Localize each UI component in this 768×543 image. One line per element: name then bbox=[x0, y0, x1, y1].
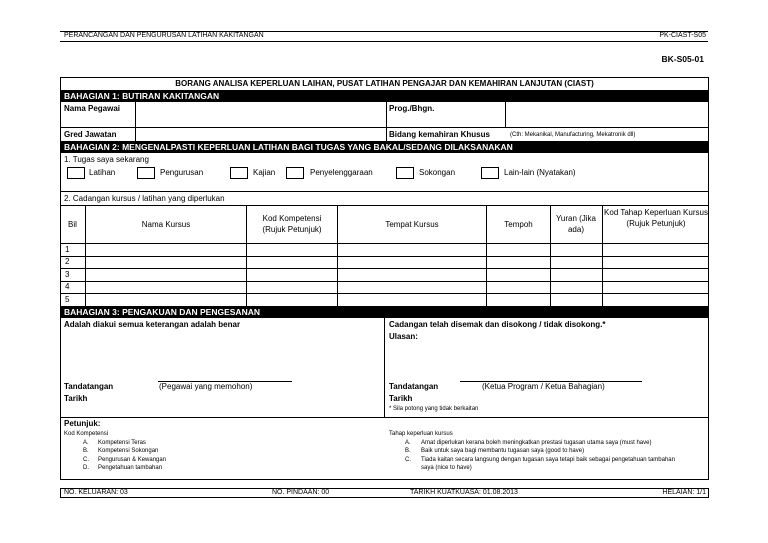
label-nama-pegawai: Nama Pegawai bbox=[64, 104, 121, 113]
checkbox-penyelenggaraan[interactable] bbox=[286, 167, 304, 179]
footer-tarikh: TARIKH KUATKUASA: 01.08.2013 bbox=[410, 489, 518, 496]
ulasan-field[interactable] bbox=[389, 343, 707, 377]
kod-text: Pengetahuan tambahan bbox=[98, 465, 163, 471]
s2-divider bbox=[60, 191, 709, 192]
col-tempoh: Tempoh bbox=[504, 220, 533, 229]
label-bidang: Bidang kemahiran Khusus bbox=[389, 130, 490, 139]
checkbox-lain-lain[interactable] bbox=[481, 167, 499, 179]
col-nama-kursus: Nama Kursus bbox=[141, 220, 191, 229]
col-kod-tahap: Kod Tahap Keperluan Kursus (Rujuk Petunjuk) bbox=[604, 208, 708, 228]
tahap-code: A. bbox=[405, 440, 411, 446]
prog-bhgn-field[interactable] bbox=[507, 103, 707, 126]
table-row-rule bbox=[60, 281, 709, 282]
tahap-code: C. bbox=[405, 457, 411, 463]
col-yuran: Yuran (Jika ada) bbox=[555, 214, 597, 234]
doc-code: PK-CIAST-S05 bbox=[659, 32, 706, 39]
checkbox-sokongan[interactable] bbox=[396, 167, 414, 179]
left-statement: Adalah diakui semua keterangan adalah benar bbox=[64, 320, 241, 329]
table-row-rule bbox=[60, 268, 709, 269]
petunjuk-rule bbox=[60, 417, 709, 418]
right-statement: Cadangan telah disemak dan disokong / tidak disokong.* bbox=[389, 320, 606, 329]
table-header-rule bbox=[60, 243, 709, 244]
s3-divider bbox=[384, 318, 385, 417]
kod-code: B. bbox=[83, 448, 89, 454]
row-number: 4 bbox=[65, 282, 70, 291]
org-title: PERANCANGAN DAN PENGURUSAN LATIHAN KAKITANGAN bbox=[64, 32, 264, 39]
kod-code: C. bbox=[83, 457, 89, 463]
footer-helaian: HELAIAN: 1/1 bbox=[662, 489, 706, 496]
table-col bbox=[602, 205, 603, 306]
tahap-text: saya (nice to have) bbox=[421, 465, 472, 471]
left-sign-label: Tandatangan bbox=[64, 382, 114, 391]
table-row-rule bbox=[60, 293, 709, 294]
table-top bbox=[60, 205, 709, 206]
checkbox-latihan[interactable] bbox=[67, 167, 85, 179]
footer-frame bbox=[60, 488, 709, 498]
option-latihan: Latihan bbox=[89, 168, 116, 177]
tahap-text: Baik untuk saya bagi membantu tugasan saya (good to have) bbox=[421, 448, 585, 454]
q2-label: 2. Cadangan kursus / latihan yang diperlukan bbox=[64, 194, 225, 203]
label-gred-jawatan: Gred Jawatan bbox=[64, 130, 117, 139]
row-number: 1 bbox=[65, 245, 70, 254]
left-date-label: Tarikh bbox=[64, 394, 88, 403]
ulasan-label: Ulasan: bbox=[389, 332, 418, 341]
label-prog-bhgn: Prog./Bhgn. bbox=[389, 104, 435, 113]
row-number: 3 bbox=[65, 270, 70, 279]
s1-col2 bbox=[386, 102, 387, 141]
col-tempat: Tempat Kursus bbox=[385, 220, 439, 229]
option-lain-lain: Lain-lain (Nyatakan) bbox=[504, 168, 576, 177]
tahap-text: Tiada kaitan secara langsung dengan tugasan saya tetapi baik sebagai pengetahuan tambahan bbox=[421, 457, 675, 463]
kod-text: Kompetensi Teras bbox=[98, 440, 146, 446]
right-sign-label: Tandatangan bbox=[389, 382, 439, 391]
tahap-code: B. bbox=[405, 448, 411, 454]
checkbox-kajian[interactable] bbox=[230, 167, 248, 179]
kod-code: A. bbox=[83, 440, 89, 446]
checkbox-pengurusan[interactable] bbox=[137, 167, 155, 179]
option-penyelenggaraan: Penyelenggaraan bbox=[310, 168, 373, 177]
col-bil: Bil bbox=[68, 220, 77, 229]
right-role: (Ketua Program / Ketua Bahagian) bbox=[482, 382, 605, 391]
petunjuk-title: Petunjuk: bbox=[64, 419, 101, 428]
q1-label: 1. Tugas saya sekarang bbox=[64, 155, 149, 164]
row-number: 2 bbox=[65, 257, 70, 266]
right-date-label: Tarikh bbox=[389, 394, 413, 403]
table-col bbox=[550, 205, 551, 306]
footer-pindaan: NO. PINDAAN: 00 bbox=[272, 489, 330, 496]
option-kajian: Kajian bbox=[253, 168, 276, 177]
section3-heading: BAHAGIAN 3: PENGAKUAN DAN PENGESANAN bbox=[61, 306, 708, 318]
nama-pegawai-field[interactable] bbox=[137, 103, 384, 126]
kod-text: Pengurusan & Kewangan bbox=[98, 457, 167, 463]
kod-title: Kod Kompetensi bbox=[64, 431, 109, 437]
section2-heading: BAHAGIAN 2: MENGENALPASTI KEPERLUAN LATIHAN BAGI TUGAS YANG BAKAL/SEDANG DILAKSANAKAN bbox=[61, 141, 708, 153]
col-kod-kompetensi: Kod Kompetensi (Rujuk Petunjuk) bbox=[262, 214, 322, 234]
tahap-title: Tahap keperluan kursus bbox=[389, 431, 453, 437]
gred-jawatan-field[interactable] bbox=[137, 128, 384, 140]
form-code: BK-S05-01 bbox=[661, 54, 704, 64]
table-col bbox=[246, 205, 247, 306]
section1-heading: BAHAGIAN 1: BUTIRAN KAKITANGAN bbox=[61, 90, 708, 102]
option-pengurusan: Pengurusan bbox=[160, 168, 204, 177]
kod-code: D. bbox=[83, 465, 89, 471]
form-title: BORANG ANALISA KEPERLUAN LAIHAN, PUSAT LATIHAN PENGAJAR DAN KEMAHIRAN LANJUTAN (CIAST) bbox=[175, 79, 594, 88]
footer-keluaran: NO. KELUARAN: 03 bbox=[64, 489, 128, 496]
left-role: (Pegawai yang memohon) bbox=[159, 382, 253, 391]
s1-col1 bbox=[135, 102, 136, 141]
table-row-rule bbox=[60, 256, 709, 257]
footnote: * Sila potong yang tidak berkaitan bbox=[389, 406, 479, 412]
kod-text: Kompetensi Sokongan bbox=[98, 448, 159, 454]
bidang-hint: (Cth: Mekanikal, Manufacturing, Mekatronik dll) bbox=[510, 132, 636, 138]
s1-col3 bbox=[505, 102, 506, 128]
tahap-text: Amat diperlukan kerana boleh meningkatkan prestasi tugasan utama saya (must have) bbox=[421, 440, 652, 446]
option-sokongan: Sokongan bbox=[419, 168, 456, 177]
header-rule bbox=[60, 41, 708, 42]
row-number: 5 bbox=[65, 295, 70, 304]
